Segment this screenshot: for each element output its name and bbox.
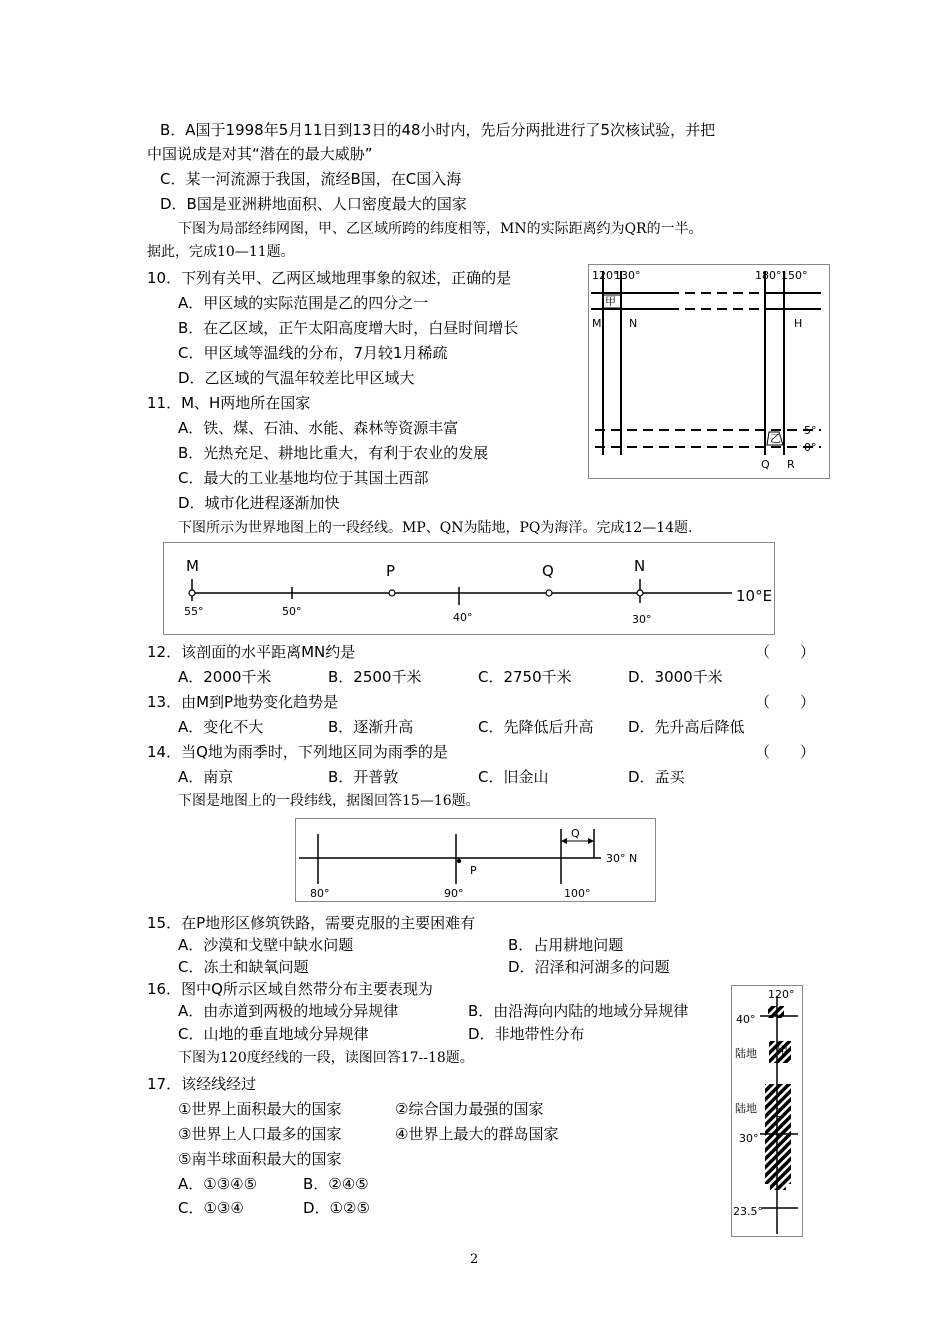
q12-option-b: B．2500千米 [328, 668, 422, 686]
fig1-point-q: Q [761, 458, 770, 471]
q17-item-5: ⑤南半球面积最大的国家 [178, 1150, 342, 1168]
answer-bracket-14: （ ） [755, 743, 816, 761]
q11-option-c: C．最大的工业基地均位于其国土西部 [178, 469, 429, 487]
fig1-point-m: M [592, 317, 602, 330]
fig3-lon-90: 90° [444, 887, 464, 900]
fig1-point-h: H [794, 317, 803, 330]
figure-120-meridian [731, 985, 803, 1237]
fig3-parallel-label: 30° N [606, 852, 638, 865]
q14-option-a: A．南京 [178, 768, 234, 786]
intro-10-11-line2: 据此，完成10—11题。 [147, 244, 295, 260]
q17-item-3: ③世界上人口最多的国家 [178, 1125, 342, 1143]
fig4-land-2: 陆地 [735, 1102, 757, 1115]
fig2-lat-30: 30° [632, 613, 652, 626]
option-d: D．B国是亚洲耕地面积、人口密度最大的国家 [160, 195, 467, 213]
q11-option-b: B．光热充足、耕地比重大，有利于农业的发展 [178, 444, 489, 462]
q17-item-4: ④世界上最大的群岛国家 [395, 1125, 559, 1143]
q10-option-b: B．在乙区域，正午太阳高度增大时，白昼时间增长 [178, 319, 519, 337]
q17-option-d: D．①②⑤ [303, 1199, 370, 1217]
q12-option-c: C．2750千米 [478, 668, 572, 686]
fig1-lat-0: 0° [804, 441, 817, 454]
figure-graticule-map [588, 264, 830, 479]
fig1-lon-180: 180° [755, 269, 782, 282]
fig3-point-p: P [470, 864, 477, 877]
fig3-lon-80: 80° [310, 887, 330, 900]
intro-10-11-line1: 下图为局部经纬网图，甲、乙区域所跨的纬度相等，MN的实际距离约为QR的一半。 [178, 221, 703, 237]
option-b-line1: B．A国于1998年5月11日到13日的48小时内，先后分两批进行了5次核试验，并把 [160, 121, 716, 139]
fig4-lat-23-5: 23.5° [733, 1205, 763, 1218]
q15-option-a: A．沙漠和戈壁中缺水问题 [178, 936, 354, 954]
q14-option-b: B．开普敦 [328, 768, 399, 786]
q13-option-d: D．先升高后降低 [628, 718, 745, 736]
q16-option-d: D．非地带性分布 [468, 1025, 585, 1043]
q10-option-a: A．甲区域的实际范围是乙的四分之一 [178, 294, 429, 312]
fig2-point-n: N [634, 557, 646, 575]
fig1-region-jia: 甲 [605, 295, 616, 308]
question-16: 16．图中Q所示区域自然带分布主要表现为 [147, 980, 433, 998]
fig3-lon-100: 100° [564, 887, 591, 900]
fig2-point-p: P [386, 562, 396, 580]
intro-12-14: 下图所示为世界地图上的一段经线。MP、QN为陆地，PQ为海洋。完成12—14题. [178, 520, 693, 536]
q13-option-b: B．逐渐升高 [328, 718, 414, 736]
q17-item-1: ①世界上面积最大的国家 [178, 1100, 342, 1118]
q15-option-d: D．沼泽和河湖多的问题 [508, 958, 670, 976]
fig4-lat-40: 40° [736, 1013, 756, 1026]
question-10: 10．下列有关甲、乙两区域地理事象的叙述，正确的是 [147, 269, 512, 287]
question-17: 17．该经线经过 [147, 1075, 257, 1093]
figure-parallel-section [295, 818, 656, 902]
fig1-lat-5: 5° [804, 424, 817, 437]
fig2-meridian-label: 10°E [736, 587, 773, 605]
intro-17-18: 下图为120度经线的一段，读图回答17--18题。 [178, 1050, 474, 1066]
fig1-lon-120: 120° [592, 269, 619, 282]
fig2-lat-40: 40° [453, 611, 473, 624]
q12-option-d: D．3000千米 [628, 668, 723, 686]
question-13: 13．由M到P地势变化趋势是 [147, 693, 339, 711]
fig4-land-1: 陆地 [735, 1047, 757, 1060]
fig4-region-jia: 甲 [777, 1044, 788, 1057]
fig1-region-yi: 乙 [770, 432, 781, 445]
q17-option-c: C．①③④ [178, 1199, 244, 1217]
q10-option-d: D．乙区域的气温年较差比甲区域大 [178, 369, 415, 387]
q13-option-a: A．变化不大 [178, 718, 264, 736]
q16-option-a: A．由赤道到两极的地域分异规律 [178, 1002, 399, 1020]
q16-option-b: B．由沿海向内陆的地域分异规律 [468, 1002, 689, 1020]
option-c: C．某一河流源于我国，流经B国，在C国入海 [160, 170, 462, 188]
q15-option-c: C．冻土和缺氧问题 [178, 958, 309, 976]
q17-option-a: A．①③④⑤ [178, 1175, 258, 1193]
q17-option-b: B．②④⑤ [303, 1175, 369, 1193]
intro-15-16: 下图是地图上的一段纬线，据图回答15—16题。 [178, 793, 480, 809]
page-number: 2 [470, 1252, 479, 1267]
fig2-point-q: Q [542, 562, 554, 580]
question-11: 11．M、H两地所在国家 [147, 394, 311, 412]
q14-option-d: D．孟买 [628, 768, 685, 786]
fig2-lat-55: 55° [184, 605, 204, 618]
q10-option-c: C．甲区域等温线的分布，7月较1月稀疏 [178, 344, 448, 362]
fig4-region-yi: 乙 [774, 1106, 785, 1119]
fig2-point-m: M [186, 557, 199, 575]
fig4-lat-30: 30° [739, 1132, 759, 1145]
fig3-point-q: Q [571, 827, 580, 840]
question-14: 14．当Q地为雨季时，下列地区同为雨季的是 [147, 743, 448, 761]
q11-option-d: D．城市化进程逐渐加快 [178, 494, 340, 512]
fig4-top-label: 120° [768, 988, 795, 1001]
q12-option-a: A．2000千米 [178, 668, 272, 686]
question-12: 12．该剖面的水平距离MN约是 [147, 643, 356, 661]
question-15: 15．在P地形区修筑铁路，需要克服的主要困难有 [147, 914, 476, 932]
fig1-point-n: N [629, 317, 638, 330]
answer-bracket-13: （ ） [755, 693, 816, 711]
q14-option-c: C．旧金山 [478, 768, 549, 786]
answer-bracket-12: （ ） [755, 643, 816, 661]
fig1-lon-130: 130° [614, 269, 641, 282]
q11-option-a: A．铁、煤、石油、水能、森林等资源丰富 [178, 419, 459, 437]
q16-option-c: C．山地的垂直地域分异规律 [178, 1025, 369, 1043]
q15-option-b: B．占用耕地问题 [508, 936, 624, 954]
fig2-lat-50: 50° [282, 605, 302, 618]
q17-item-2: ②综合国力最强的国家 [395, 1100, 544, 1118]
figure-meridian-section [163, 542, 775, 635]
fig1-point-r: R [787, 458, 795, 471]
q13-option-c: C．先降低后升高 [478, 718, 594, 736]
option-b-line2: 中国说成是对其“潜在的最大威胁” [147, 145, 373, 163]
fig1-lon-150: 150° [781, 269, 808, 282]
